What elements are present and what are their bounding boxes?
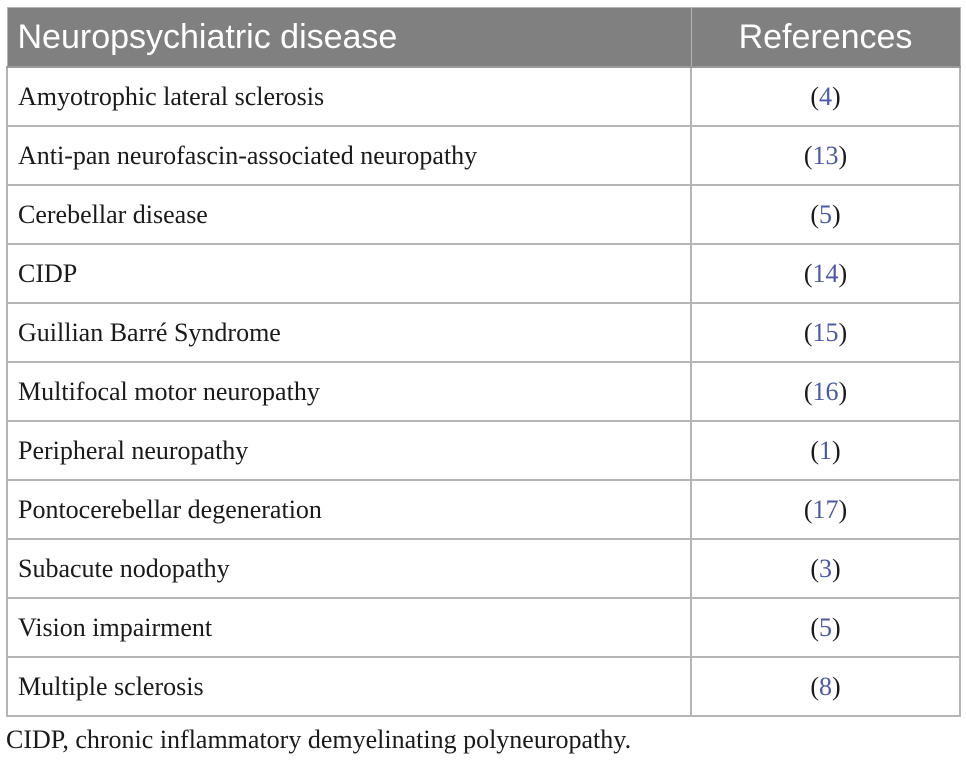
table-row [7, 657, 960, 716]
reference-cell: (16) [691, 362, 960, 421]
reference-cell: (4) [691, 67, 960, 126]
table-row [7, 303, 960, 362]
header-references: References [691, 8, 960, 68]
table-body [7, 67, 960, 716]
disease-cell: Peripheral neuropathy [7, 421, 691, 480]
reference-link[interactable]: 8 [819, 671, 832, 701]
table-row [7, 362, 960, 421]
table-row [7, 598, 960, 657]
reference-cell: (17) [691, 480, 960, 539]
disease-cell: Multiple sclerosis [7, 657, 691, 716]
table-row [7, 539, 960, 598]
disease-cell: Vision impairment [7, 598, 691, 657]
reference-link[interactable]: 4 [819, 81, 832, 111]
reference-cell: (14) [691, 244, 960, 303]
disease-cell: Guillian Barré Syndrome [7, 303, 691, 362]
disease-cell: Subacute nodopathy [7, 539, 691, 598]
reference-cell: (1) [691, 421, 960, 480]
disease-cell: Multifocal motor neuropathy [7, 362, 691, 421]
table-row [7, 126, 960, 185]
reference-link[interactable]: 16 [812, 376, 839, 406]
reference-cell: (15) [691, 303, 960, 362]
table-row [7, 244, 960, 303]
reference-link[interactable]: 1 [819, 435, 832, 465]
disease-cell: Anti-pan neurofascin-associated neuropathy [7, 126, 691, 185]
disease-references-table [6, 7, 961, 717]
table-row [7, 421, 960, 480]
header-disease: Neuropsychiatric disease [7, 8, 691, 68]
table-row [7, 185, 960, 244]
disease-cell: Cerebellar disease [7, 185, 691, 244]
reference-cell: (3) [691, 539, 960, 598]
disease-references-table-container [6, 7, 959, 717]
reference-link[interactable]: 5 [819, 612, 832, 642]
reference-link[interactable]: 5 [819, 199, 832, 229]
reference-link[interactable]: 3 [819, 553, 832, 583]
reference-link[interactable]: 17 [812, 494, 839, 524]
reference-link[interactable]: 13 [812, 140, 839, 170]
disease-cell: Amyotrophic lateral sclerosis [7, 67, 691, 126]
reference-cell: (5) [691, 598, 960, 657]
table-row [7, 67, 960, 126]
reference-cell: (8) [691, 657, 960, 716]
reference-cell: (13) [691, 126, 960, 185]
table-header-row [7, 8, 960, 68]
table-row [7, 480, 960, 539]
reference-link[interactable]: 14 [812, 258, 839, 288]
disease-cell: CIDP [7, 244, 691, 303]
disease-cell: Pontocerebellar degeneration [7, 480, 691, 539]
table-footnote: CIDP, chronic inflammatory demyelinating polyneuropathy. [6, 725, 632, 754]
reference-cell: (5) [691, 185, 960, 244]
reference-link[interactable]: 15 [812, 317, 839, 347]
